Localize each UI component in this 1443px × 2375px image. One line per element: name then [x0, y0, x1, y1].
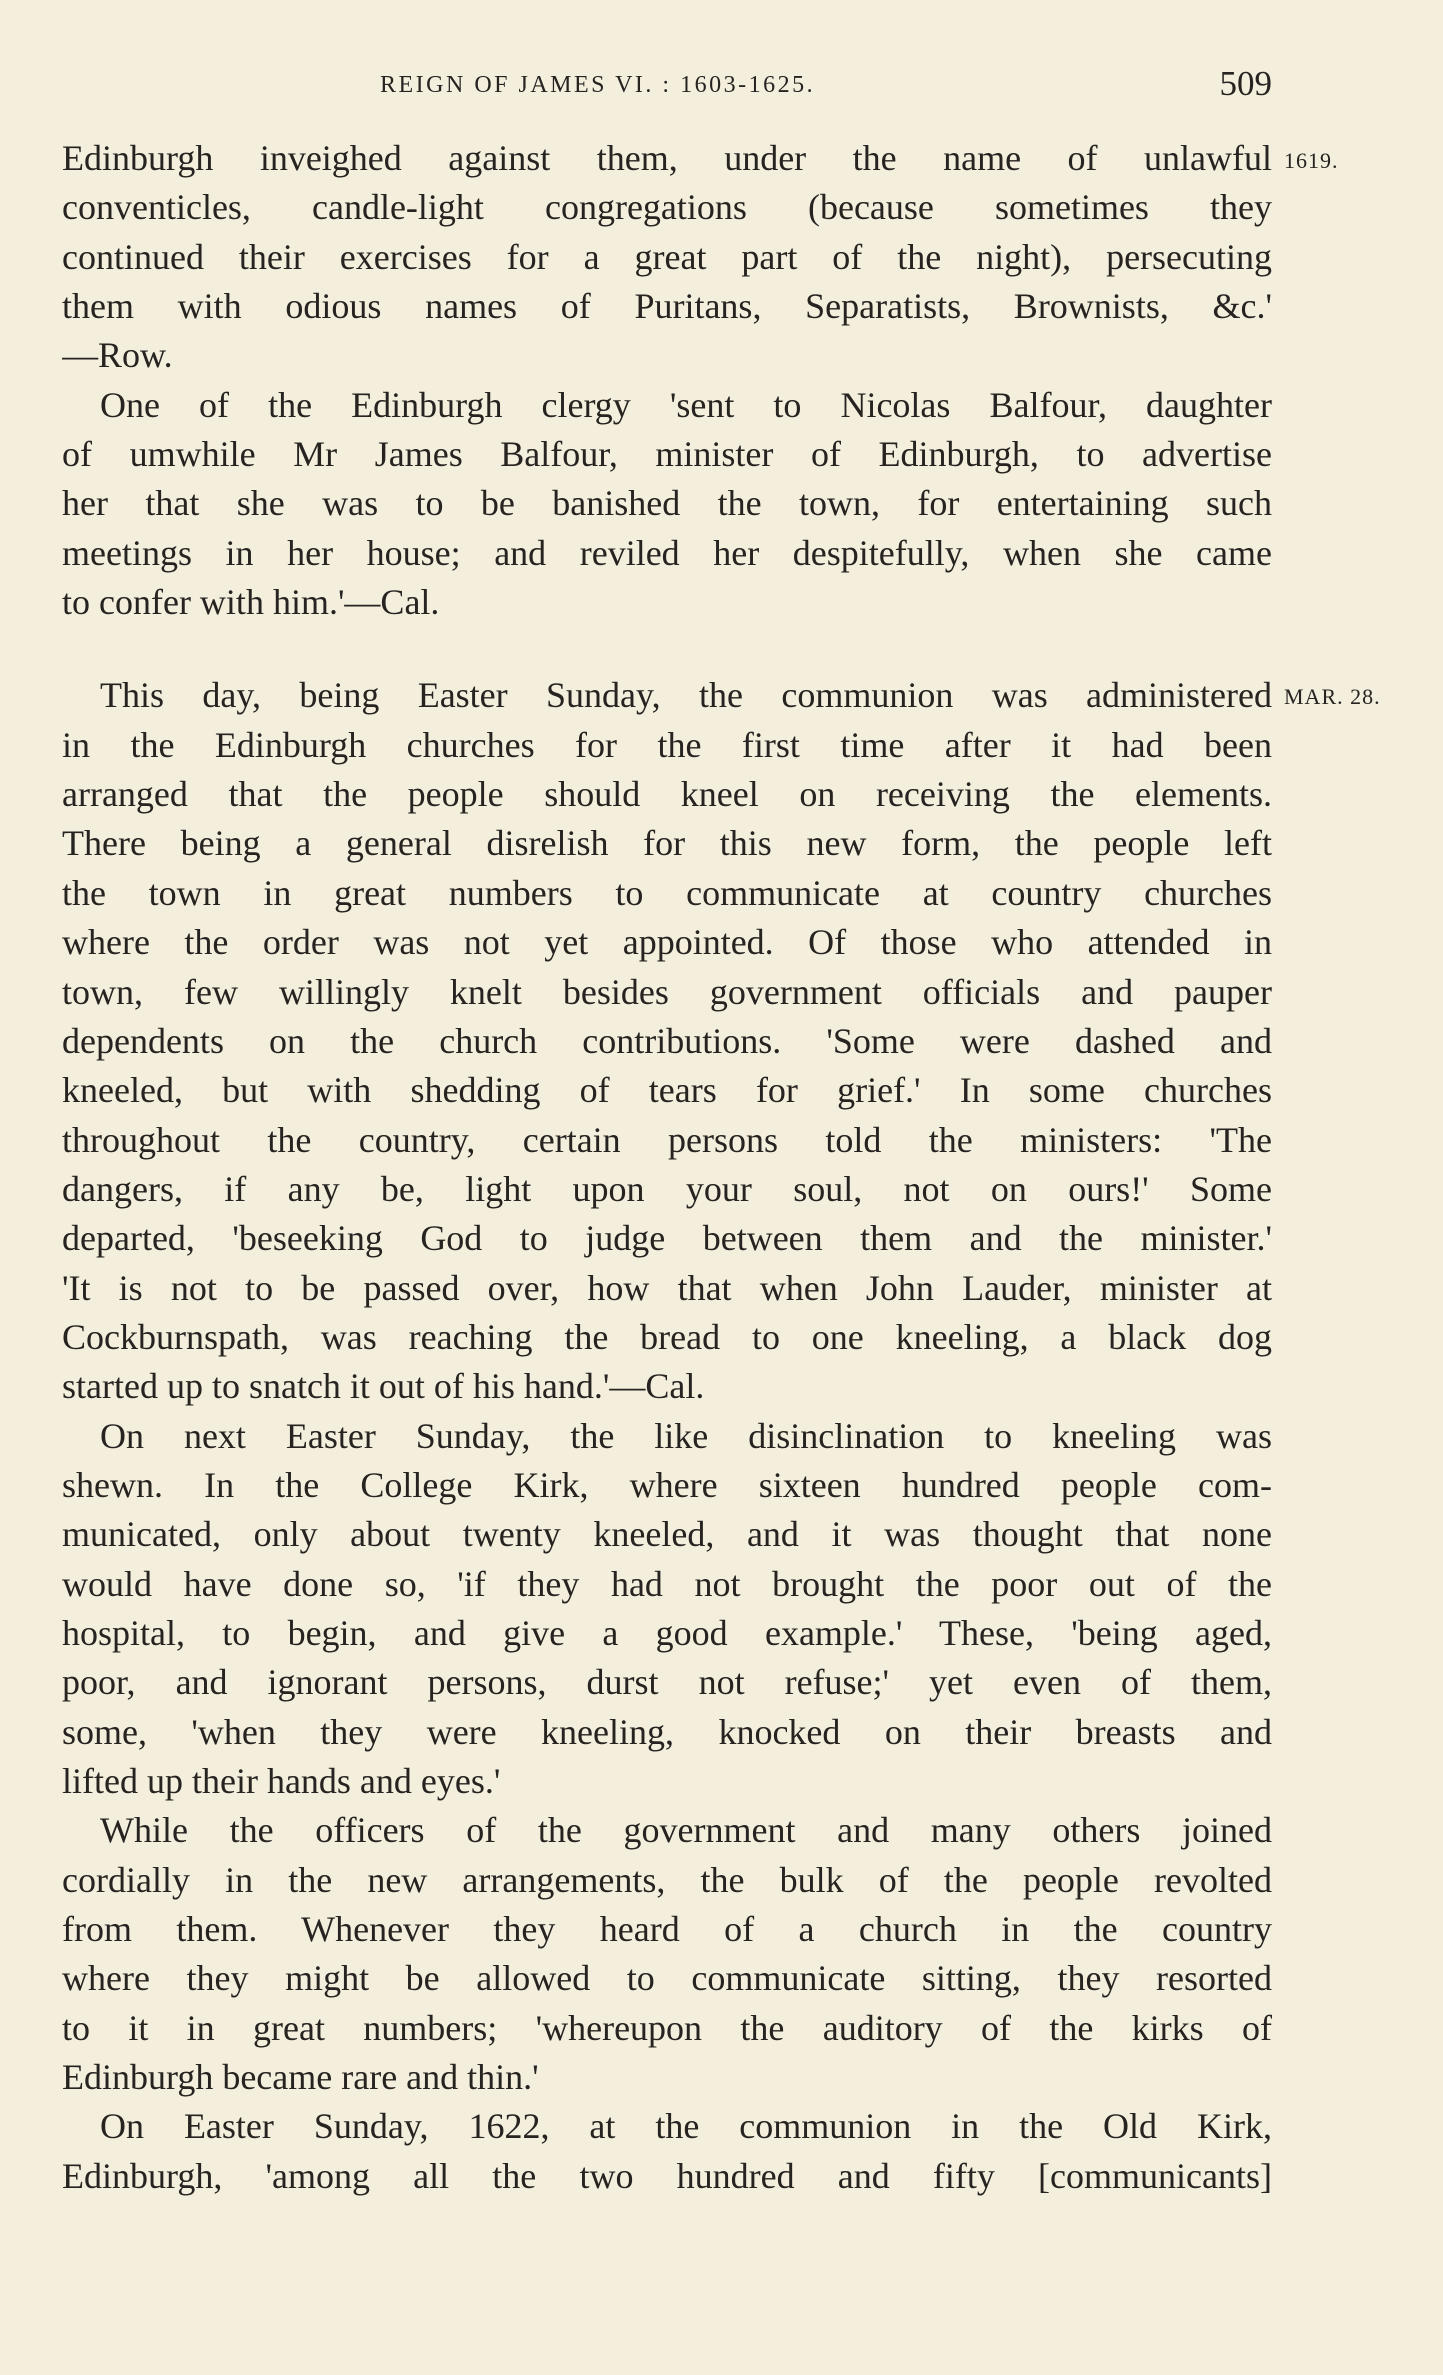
text-line: town, few willingly knelt besides government officials and pauper: [62, 971, 1272, 1012]
text-line: kneeled, but with shedding of tears for grief.' In some churches: [62, 1070, 1272, 1111]
text-line: This day, being Easter Sunday, the communion was administered: [100, 675, 1272, 716]
text-line: There being a general disrelish for this new form, the people left: [62, 823, 1272, 864]
text-line: them with odious names of Puritans, Separatists, Brownists, &c.': [62, 286, 1272, 327]
text-line: where they might be allowed to communicate sitting, they resorted: [62, 1958, 1272, 1999]
margin-note-date: MAR. 28.: [1284, 684, 1381, 709]
text-line: shewn. In the College Kirk, where sixteen hundred people com-: [62, 1464, 1272, 1505]
text-line: of umwhile Mr James Balfour, minister of Edinburgh, to advertise: [62, 434, 1272, 475]
text-line: dangers, if any be, light upon your soul, not on ours!' Some: [62, 1168, 1272, 1209]
text-line: Edinburgh became rare and thin.': [62, 2057, 539, 2098]
text-line: to it in great numbers; 'whereupon the auditory of the kirks of: [62, 2007, 1272, 2048]
margin-note-year: 1619.: [1284, 148, 1339, 173]
text-line: from them. Whenever they heard of a church in the country: [62, 1909, 1272, 1950]
text-line: the town in great numbers to communicate at country churches: [62, 872, 1272, 913]
body-text: [62, 134, 1272, 2201]
text-line: Edinburgh, 'among all the two hundred and fifty [communicants]: [62, 2155, 1272, 2196]
text-line: On Easter Sunday, 1622, at the communion in the Old Kirk,: [100, 2106, 1272, 2147]
text-line: continued their exercises for a great part of the night), persecuting: [62, 236, 1272, 277]
text-line: her that she was to be banished the town, for entertaining such: [62, 483, 1272, 524]
text-line: to confer with him.'—Cal.: [62, 582, 440, 623]
text-line: —Row.: [62, 335, 173, 376]
running-head: REIGN OF JAMES VI. : 1603-1625.: [380, 72, 816, 98]
text-line: cordially in the new arrangements, the bulk of the people revolted: [62, 1859, 1272, 1900]
text-line: arranged that the people should kneel on receiving the elements.: [62, 774, 1272, 815]
text-line: 'It is not to be passed over, how that when John Lauder, minister at: [62, 1267, 1272, 1308]
text-line: where the order was not yet appointed. Of those who attended in: [62, 922, 1272, 963]
text-line: throughout the country, certain persons told the ministers: 'The: [62, 1119, 1272, 1160]
text-line: conventicles, candle-light congregations (because sometimes they: [62, 187, 1272, 228]
paragraph-gap: [62, 627, 1272, 671]
text-line: While the officers of the government and many others joined: [100, 1810, 1272, 1851]
text-line: hospital, to begin, and give a good example.' These, 'being aged,: [62, 1612, 1272, 1653]
text-line: lifted up their hands and eyes.': [62, 1761, 501, 1801]
text-line: Cockburnspath, was reaching the bread to one kneeling, a black dog: [62, 1316, 1272, 1357]
text-line: Edinburgh inveighed against them, under the name of unlawful: [62, 138, 1272, 178]
text-line: in the Edinburgh churches for the first time after it had been: [62, 724, 1272, 765]
text-line: On next Easter Sunday, the like disinclination to kneeling was: [100, 1415, 1272, 1456]
text-line: municated, only about twenty kneeled, and it was thought that none: [62, 1514, 1272, 1555]
text-line: departed, 'beseeking God to judge between them and the minister.': [62, 1218, 1272, 1259]
text-line: poor, and ignorant persons, durst not refuse;' yet even of them,: [62, 1662, 1272, 1703]
text-line: started up to snatch it out of his hand.'—Cal.: [62, 1366, 705, 1407]
text-line: would have done so, 'if they had not brought the poor out of the: [62, 1563, 1272, 1604]
text-line: some, 'when they were kneeling, knocked on their breasts and: [62, 1711, 1272, 1752]
page-header: [62, 62, 1272, 112]
page-number: 509: [1219, 64, 1272, 103]
text-line: One of the Edinburgh clergy 'sent to Nicolas Balfour, daughter: [100, 384, 1272, 425]
text-line: dependents on the church contributions. 'Some were dashed and: [62, 1020, 1272, 1061]
text-line: meetings in her house; and reviled her despitefully, when she came: [62, 532, 1272, 573]
